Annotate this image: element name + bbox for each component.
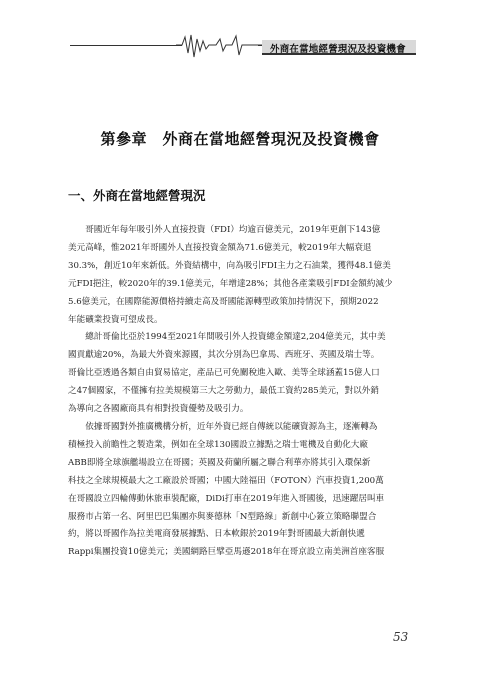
paragraph bbox=[68, 419, 412, 562]
paragraph-line: Rappi集團投資10億美元；美國網路巨擘亞馬遜2018年在哥京設立南美洲首座客服 bbox=[68, 547, 385, 558]
paragraph-line: 在哥國設立四輪傳動休旅車裝配廠，DiDi打車在2019年進入哥國後，迅速躍居叫車 bbox=[68, 493, 385, 504]
paragraph-line: 30.3%，創近10年來新低。外資結構中，向為吸引FDI主力之石油業，獲得48.1億美 bbox=[68, 260, 391, 271]
paragraph-line: 年能礦業投資可望成長。 bbox=[68, 314, 163, 325]
body-text bbox=[68, 222, 412, 562]
paragraph-line: 哥國近年每年吸引外人直接投資（FDI）均逾百億美元，2019年更創下143億 bbox=[68, 225, 381, 235]
paragraph-line: 哥倫比亞透過各類自由貿易協定，產品已可免關稅進入歐、美等全球涵蓋15億人口 bbox=[68, 368, 380, 379]
paragraph-line: 依據哥國對外推廣機構分析，近年外資已經自傳統以能礦資源為主，逐漸轉為 bbox=[68, 421, 378, 432]
paragraph-line: 國貢獻逾20%，為最大外資來源國，其次分別為巴拿馬、西班牙、英國及瑞士等。 bbox=[68, 350, 380, 361]
section-heading: 一、外商在當地經營現況 bbox=[68, 188, 206, 203]
paragraph-line: 約，將以哥國作為拉美電商發展據點、日本軟銀於2019年對哥國最大新創快遞 bbox=[68, 529, 365, 540]
chapter-title: 第參章 外商在當地經營現況及投資機會 bbox=[100, 130, 380, 148]
paragraph bbox=[68, 222, 412, 329]
paragraph-line: 科技之全球規模最大之工廠設於哥國；中國大陸福田（FOTON）汽車投資1,200萬 bbox=[68, 475, 384, 486]
paragraph-line: 積極投入前瞻性之製造業，例如在全球130國設立據點之瑞士電機及自動化大廠 bbox=[68, 439, 368, 450]
running-header bbox=[0, 0, 480, 70]
paragraph-line: 美元高峰，惟2021年哥國外人直接投資金額為71.6億美元，較2019年大幅衰退 bbox=[68, 242, 372, 253]
header-rule-left bbox=[70, 45, 182, 46]
running-title: 外商在當地經營現況及投資機會 bbox=[270, 44, 406, 55]
paragraph-line: 5.6億美元，在國際能源價格持續走高及哥國能源轉型政策加持情況下，預期2022 bbox=[68, 296, 379, 307]
paragraph bbox=[68, 329, 412, 419]
page-number: 53 bbox=[393, 630, 409, 644]
paragraph-line: ABB即將全球旗艦場設立在哥國；英國及荷蘭所屬之聯合利華亦將其引入環保新 bbox=[68, 457, 371, 468]
paragraph-line: 之47個國家，不僅擁有拉美規模第三大之勞動力，最低工資約285美元，對以外銷 bbox=[68, 386, 379, 397]
paragraph-line: 為導向之各國廠商具有相對投資優勢及吸引力。 bbox=[68, 404, 249, 415]
paragraph-line: 服務市占第一名、阿里巴巴集團亦與麥德林「N型路線」新創中心簽立策略聯盟合 bbox=[68, 511, 377, 522]
paragraph-line: 元FDI挹注，較2020年的39.1億美元，年增達28%；其他各產業吸引FDI金額約減少 bbox=[68, 278, 393, 289]
paragraph-line: 總計哥倫比亞於1994至2021年間吸引外人投資總金額達2,204億美元，其中美 bbox=[68, 332, 386, 343]
header-heartbeat-icon bbox=[176, 33, 266, 59]
